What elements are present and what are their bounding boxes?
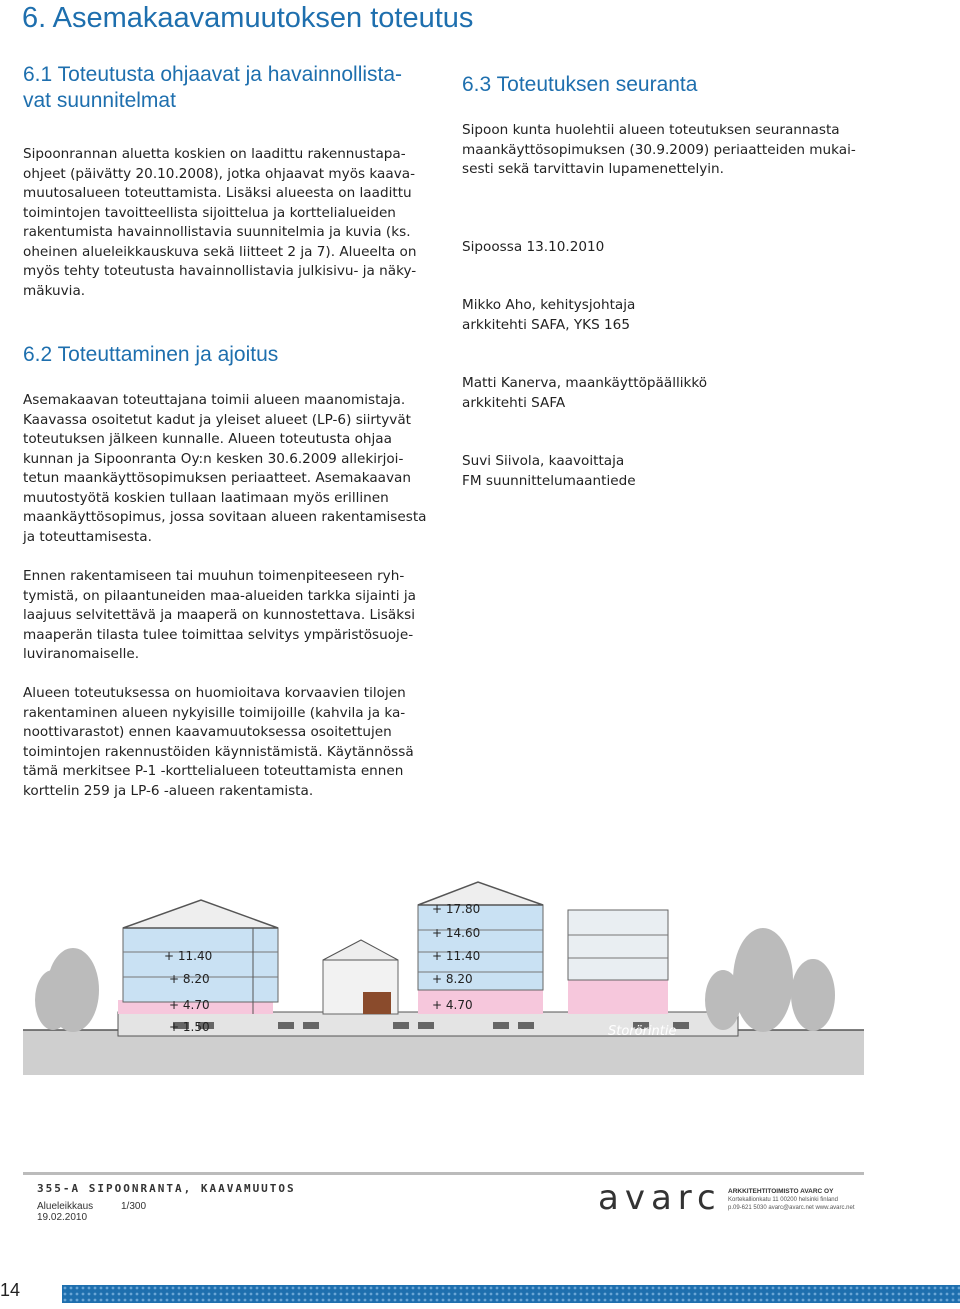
text-line: ja toteuttamisesta. bbox=[23, 528, 152, 545]
level-label: + 8.20 bbox=[432, 972, 473, 986]
section-6-3-text bbox=[462, 121, 882, 180]
signer-name: Matti Kanerva, maankäyttöpäällikkö bbox=[462, 375, 708, 391]
level-label: + 4.70 bbox=[169, 998, 210, 1012]
text-line: rakentaminen alueen nykyisille toimijoille (kahvila ja ka- bbox=[23, 704, 406, 721]
drawing-date: 19.02.2010 bbox=[37, 1212, 88, 1223]
avarc-logo: avarc bbox=[598, 1178, 722, 1218]
signer-name: Suvi Siivola, kaavoittaja bbox=[462, 453, 625, 469]
text-line: kunnan ja Sipoonranta Oy:n kesken 30.6.2009 allekirjoi- bbox=[23, 450, 404, 467]
text-line: noottivarastot) ennen kaavamuutoksessa osoitettujen bbox=[23, 724, 392, 740]
section-6-1-text bbox=[23, 145, 433, 301]
text-line: oheinen alueleikkauskuva sekä liitteet 2 ja 7). Alueelta on bbox=[23, 243, 417, 260]
signature-siivola bbox=[462, 452, 636, 491]
section-6-2-paragraph-2 bbox=[23, 567, 433, 665]
text-line: myös tehty toteutusta havainnollistavia julkisivu- ja näky- bbox=[23, 263, 417, 279]
level-label: + 17.80 bbox=[432, 902, 481, 916]
area-section-drawing bbox=[23, 840, 864, 1075]
level-label: + 4.70 bbox=[432, 998, 473, 1012]
text-line: muutostyötä koskien tullaan laatimaan myös erillinen bbox=[23, 489, 389, 506]
text-line: maankäyttösopimuksen (30.9.2009) periaatteiden mukai- bbox=[462, 141, 856, 158]
signer-title: FM suunnittelumaantiede bbox=[462, 472, 636, 489]
page-number: 14 bbox=[0, 1280, 21, 1300]
level-label: + 8.20 bbox=[169, 972, 210, 986]
text-line: rakentumista havainnollistavia suunnitelmia ja kuvia (ks. bbox=[23, 224, 411, 240]
text-line: Alueen toteutuksessa on huomioitava korvaavien tilojen bbox=[23, 685, 406, 701]
text-line: Asemakaavan toteuttajana toimii alueen maanomistaja. bbox=[23, 392, 406, 408]
text-line: tämä merkitsee P-1 -korttelialueen toteuttamista ennen bbox=[23, 763, 404, 779]
middle-building bbox=[323, 940, 398, 1014]
section-heading-6-1 bbox=[23, 62, 433, 114]
title-block-rule bbox=[23, 1172, 864, 1175]
level-label: + 14.60 bbox=[432, 926, 481, 940]
text-line: muutosalueen toteuttamista. Lisäksi alueesta on laadittu bbox=[23, 185, 412, 201]
page-title: 6. Asemakaavamuutoksen toteutus bbox=[22, 2, 474, 34]
text-line: tymistä, on pilaantuneiden maa-alueiden tarkka sijainti ja bbox=[23, 587, 417, 604]
level-label: + 1.50 bbox=[169, 1020, 210, 1034]
section-6-2-paragraph-3 bbox=[23, 684, 433, 801]
text-line: luviranomaiselle. bbox=[23, 646, 140, 662]
level-label: + 11.40 bbox=[164, 949, 213, 963]
signer-title: arkkitehti SAFA bbox=[462, 394, 566, 411]
text-line: toteutuksen jälkeen kunnalle. Alueen toteutusta ohjaa bbox=[23, 431, 392, 447]
text-line: Kaavassa osoitetut kadut ja yleiset alueet (LP-6) siirtyvät bbox=[23, 411, 412, 428]
office-name: ARKKITEHTITOIMISTO AVARC OY bbox=[728, 1188, 834, 1195]
text-line: maankäyttösopimus, jossa sovitaan alueen rakentamisesta bbox=[23, 509, 427, 525]
text-line: laajuus selvitettävä ja maaperä on kunnostettava. Lisäksi bbox=[23, 607, 415, 623]
signer-title: arkkitehti SAFA, YKS 165 bbox=[462, 316, 630, 333]
signature-kanerva bbox=[462, 374, 707, 413]
section-heading-6-2: 6.2 Toteuttaminen ja ajoitus bbox=[23, 343, 279, 366]
text-line: toimintojen tavoitteellista sijoittelua ja korttelialueiden bbox=[23, 204, 396, 221]
text-line: Sipoonrannan aluetta koskien on laadittu rakennustapa- bbox=[23, 146, 406, 162]
text-line: maaperän tilasta tulee toimittaa selvitys ympäristösuoje- bbox=[23, 626, 414, 643]
heading-line: 6.1 Toteutusta ohjaavat ja havainnollista- bbox=[23, 63, 403, 86]
signer-name: Mikko Aho, kehitysjohtaja bbox=[462, 297, 636, 313]
footer-pattern-bar bbox=[62, 1285, 960, 1303]
signing-date: Sipoossa 13.10.2010 bbox=[462, 239, 605, 255]
level-label: + 11.40 bbox=[432, 949, 481, 963]
text-line: Sipoon kunta huolehtii alueen toteutuksen seurannasta bbox=[462, 122, 840, 138]
text-line: ohjeet (päivätty 20.10.2008), jotka ohjaavat myös kaava- bbox=[23, 165, 415, 182]
office-contact: p.09-621 5030 avarc@avarc.net www.avarc.net bbox=[728, 1205, 855, 1211]
footer-pattern-svg bbox=[62, 1285, 960, 1303]
text-line: korttelin 259 ja LP-6 -alueen rakentamista. bbox=[23, 782, 314, 799]
street-label: Storörintie bbox=[608, 1024, 677, 1039]
ground-fill bbox=[23, 1030, 864, 1075]
drawing-name: Alueleikkaus bbox=[37, 1201, 94, 1212]
section-heading-6-3: 6.3 Toteutuksen seuranta bbox=[462, 73, 698, 96]
text-line: tetun maankäyttösopimuksen periaatteet. Asemakaavan bbox=[23, 470, 411, 486]
section-6-2-paragraph-1 bbox=[23, 391, 433, 547]
text-line: toimintojen rakennustöiden käynnistämistä. Käytännössä bbox=[23, 743, 414, 760]
far-right-building bbox=[568, 910, 668, 1014]
project-name: 355-A SIPOONRANTA, KAAVAMUUTOS bbox=[37, 1182, 296, 1195]
drawing-title-block bbox=[23, 1172, 864, 1228]
text-line: Ennen rakentamiseen tai muuhun toimenpiteeseen ryh- bbox=[23, 568, 405, 584]
office-address: Kortekallionkatu 11 00200 helsinki finland bbox=[728, 1197, 838, 1203]
heading-line: vat suunnitelmat bbox=[23, 89, 176, 112]
text-line: mäkuvia. bbox=[23, 282, 86, 299]
drawing-scale: 1/300 bbox=[121, 1201, 147, 1212]
signature-aho bbox=[462, 296, 635, 335]
text-line: sesti sekä tarvittavin lupamenettelyin. bbox=[462, 161, 724, 177]
